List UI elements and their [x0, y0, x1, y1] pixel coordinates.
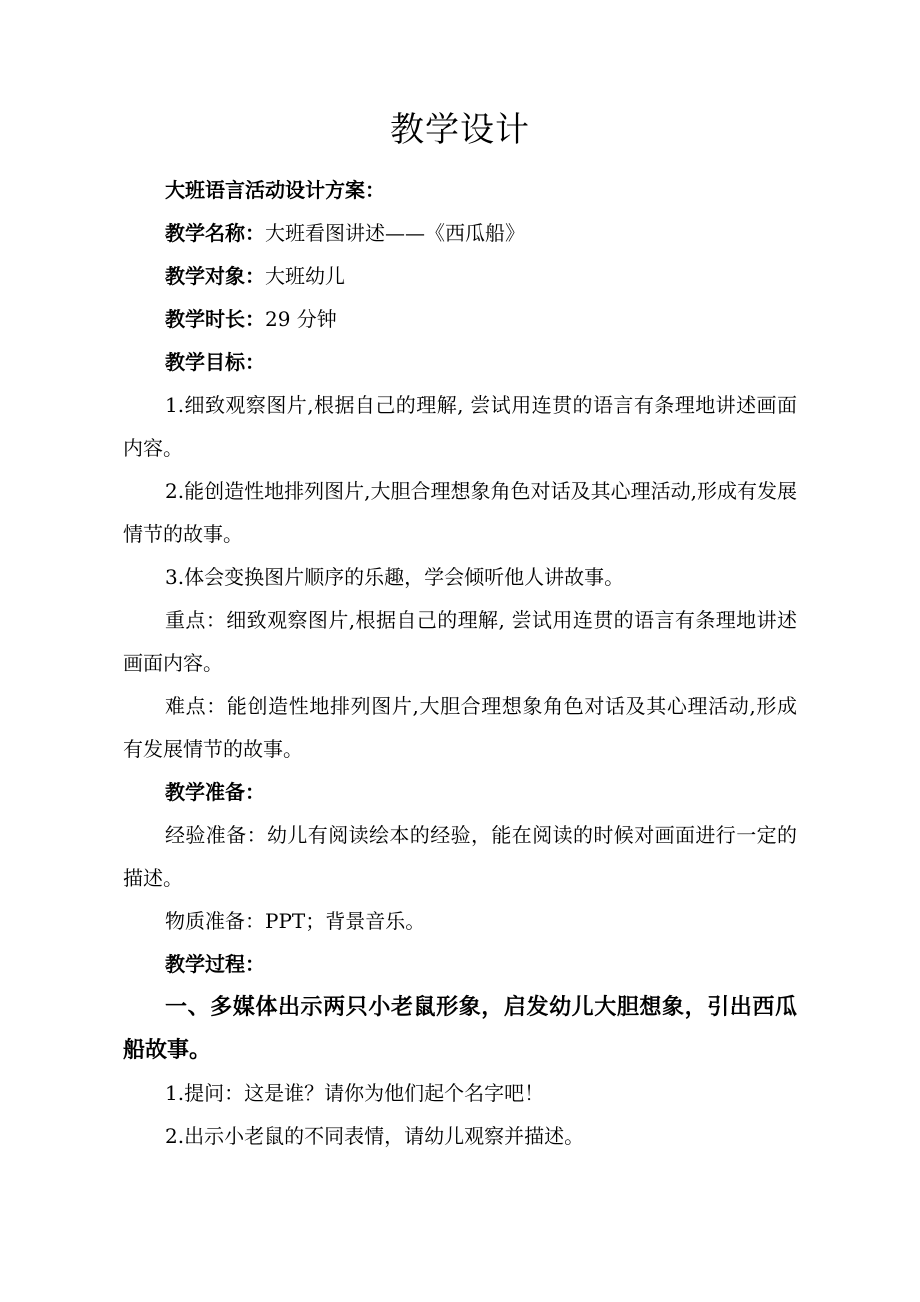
teaching-name-line: [123, 212, 797, 255]
process-step-2: 2.出示小老鼠的不同表情，请幼儿观察并描述。: [165, 1124, 585, 1148]
goal-item-3: 3.体会变换图片顺序的乐趣，学会倾听他人讲故事。: [165, 565, 625, 589]
difficulty-point: 难点：能创造性地排列图片,大胆合理想象角色对话及其心理活动,形成有发展情节的故事。: [123, 694, 797, 761]
teaching-target-line: [123, 255, 797, 298]
document-body: [123, 169, 797, 1158]
goal-item-1: 1.细致观察图片,根据自己的理解, 尝试用连贯的语言有条理地讲述画面内容。: [123, 393, 797, 460]
material-prep: 物质准备：PPT；背景音乐。: [165, 909, 426, 933]
teaching-duration-value: 29 分钟: [265, 307, 337, 331]
plan-heading: 大班语言活动设计方案：: [165, 178, 385, 202]
teaching-target-label: 教学对象：: [165, 264, 265, 288]
goal-item-2: 2.能创造性地排列图片,大胆合理想象角色对话及其心理活动,形成有发展情节的故事。: [123, 479, 797, 546]
key-point: 重点：细致观察图片,根据自己的理解, 尝试用连贯的语言有条理地讲述画面内容。: [123, 608, 797, 675]
document-title: 教学设计: [390, 110, 530, 150]
process-step-1: 1.提问：这是谁？请你为他们起个名字吧！: [165, 1081, 545, 1105]
teaching-name-label: 教学名称：: [165, 221, 265, 245]
teaching-duration-label: 教学时长：: [165, 307, 265, 331]
teaching-duration-line: [123, 298, 797, 341]
teaching-process-label: 教学过程：: [165, 952, 265, 976]
teaching-goals-label: 教学目标：: [165, 350, 265, 374]
process-section-1: 一、多媒体出示两只小老鼠形象，启发幼儿大胆想象，引出西瓜船故事。: [123, 994, 797, 1063]
teaching-name-value: 大班看图讲述——《西瓜船》: [265, 221, 525, 245]
experience-prep: 经验准备：幼儿有阅读绘本的经验，能在阅读的时候对画面进行一定的描述。: [123, 823, 797, 890]
teaching-target-value: 大班幼儿: [265, 264, 345, 288]
teaching-prep-label: 教学准备：: [165, 780, 265, 804]
